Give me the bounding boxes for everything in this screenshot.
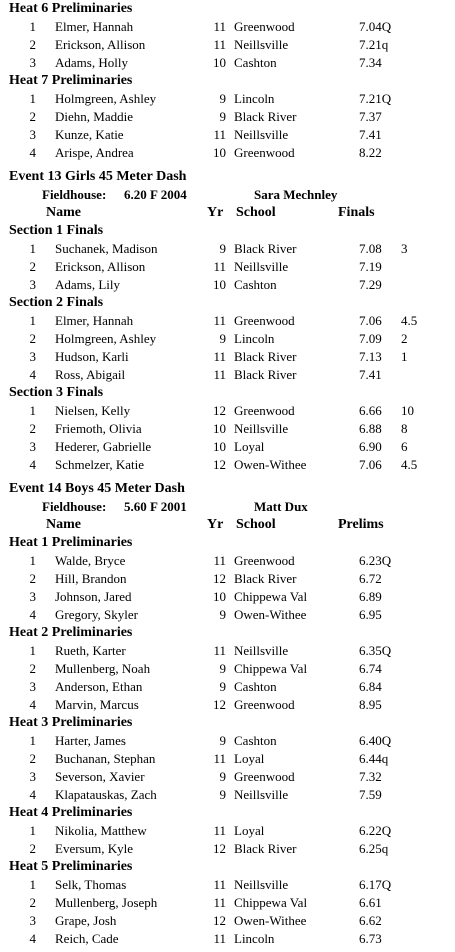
mark: 6.17Q [359, 877, 392, 892]
points: 8 [401, 421, 408, 436]
place: 2 [29, 661, 36, 676]
points: 3 [401, 241, 408, 256]
year: 11 [213, 823, 226, 838]
result-row [0, 822, 455, 840]
result-row [0, 438, 455, 456]
mark: 6.84 [359, 679, 382, 694]
school: Black River [234, 367, 297, 382]
school: Owen-Withee [234, 457, 307, 472]
year: 11 [213, 349, 226, 364]
school: Greenwood [234, 697, 295, 712]
athlete-name: Rueth, Karter [55, 643, 126, 658]
mark: 6.35Q [359, 643, 392, 658]
mark: 7.21Q [359, 91, 392, 106]
athlete-name: Reich, Cade [55, 931, 119, 946]
result-row [0, 660, 455, 678]
result-row [0, 894, 455, 912]
year: 10 [213, 55, 226, 70]
record-line [0, 498, 455, 516]
result-row [0, 90, 455, 108]
athlete-name: Elmer, Hannah [55, 19, 134, 34]
year: 9 [219, 241, 226, 256]
mark: 6.73 [359, 931, 382, 946]
athlete-name: Erickson, Allison [55, 259, 146, 274]
year: 10 [213, 145, 226, 160]
mark: 7.06 [359, 313, 382, 328]
record-holder: Matt Dux [254, 499, 308, 514]
athlete-name: Gregory, Skyler [55, 607, 138, 622]
mark: 6.40Q [359, 733, 392, 748]
school: Neillsville [234, 877, 289, 892]
athlete-name: Holmgreen, Ashley [55, 331, 157, 346]
result-row [0, 36, 455, 54]
mark: 6.62 [359, 913, 382, 928]
year: 11 [213, 367, 226, 382]
place: 2 [29, 841, 36, 856]
mark: 6.22Q [359, 823, 392, 838]
place: 3 [29, 55, 36, 70]
place: 2 [29, 259, 36, 274]
mark: 7.04Q [359, 19, 392, 34]
result-row [0, 930, 455, 948]
mark: 8.22 [359, 145, 382, 160]
result-row [0, 366, 455, 384]
heat-title: Heat 1 Preliminaries [9, 535, 133, 550]
record-line [0, 186, 455, 204]
school: Cashton [234, 55, 277, 70]
points: 6 [401, 439, 408, 454]
school: Loyal [234, 823, 265, 838]
athlete-name: Mullenberg, Noah [55, 661, 151, 676]
athlete-name: Johnson, Jared [55, 589, 132, 604]
points: 1 [401, 349, 408, 364]
athlete-name: Arispe, Andrea [55, 145, 134, 160]
column-name: Name [46, 205, 81, 220]
athlete-name: Hederer, Gabrielle [55, 439, 152, 454]
place: 1 [29, 643, 36, 658]
school: Neillsville [234, 787, 289, 802]
mark: 7.37 [359, 109, 382, 124]
school: Black River [234, 241, 297, 256]
result-row [0, 570, 455, 588]
result-row [0, 18, 455, 36]
athlete-name: Hudson, Karli [55, 349, 129, 364]
school: Neillsville [234, 421, 289, 436]
record-label: Fieldhouse: [42, 187, 107, 202]
place: 2 [29, 37, 36, 52]
school: Greenwood [234, 403, 295, 418]
school: Cashton [234, 733, 277, 748]
place: 1 [29, 91, 36, 106]
column-yr: Yr [207, 205, 224, 220]
points: 2 [401, 331, 408, 346]
place: 3 [29, 679, 36, 694]
athlete-name: Nikolia, Matthew [55, 823, 147, 838]
points: 10 [401, 403, 414, 418]
result-row [0, 768, 455, 786]
year: 12 [213, 697, 226, 712]
result-row [0, 108, 455, 126]
place: 1 [29, 313, 36, 328]
mark: 7.34 [359, 55, 382, 70]
mark: 7.08 [359, 241, 382, 256]
year: 10 [213, 439, 226, 454]
column-header [0, 204, 455, 222]
mark: 6.44q [359, 751, 389, 766]
athlete-name: Holmgreen, Ashley [55, 91, 157, 106]
year: 9 [219, 91, 226, 106]
place: 4 [29, 367, 36, 382]
result-row [0, 276, 455, 294]
place: 1 [29, 19, 36, 34]
year: 9 [219, 109, 226, 124]
year: 11 [213, 127, 226, 142]
place: 3 [29, 349, 36, 364]
record-holder: Sara Mechnley [254, 187, 338, 202]
school: Greenwood [234, 19, 295, 34]
athlete-name: Buchanan, Stephan [55, 751, 156, 766]
heat-title: Section 2 Finals [9, 295, 104, 310]
mark: 7.09 [359, 331, 382, 346]
result-row [0, 750, 455, 768]
school: Lincoln [234, 91, 275, 106]
place: 1 [29, 877, 36, 892]
result-row [0, 696, 455, 714]
school: Chippewa Val [234, 895, 308, 910]
result-row [0, 126, 455, 144]
year: 11 [213, 37, 226, 52]
place: 4 [29, 457, 36, 472]
year: 12 [213, 403, 226, 418]
event-title: Event 14 Boys 45 Meter Dash [9, 481, 185, 496]
mark: 6.25q [359, 841, 389, 856]
school: Neillsville [234, 259, 289, 274]
result-row [0, 456, 455, 474]
athlete-name: Harter, James [55, 733, 126, 748]
place: 3 [29, 277, 36, 292]
athlete-name: Walde, Bryce [55, 553, 126, 568]
athlete-name: Adams, Holly [55, 55, 128, 70]
heat-title: Heat 6 Preliminaries [9, 1, 133, 16]
athlete-name: Selk, Thomas [55, 877, 127, 892]
athlete-name: Diehn, Maddie [55, 109, 133, 124]
year: 11 [213, 553, 226, 568]
column-name: Name [46, 517, 81, 532]
heat-title: Heat 4 Preliminaries [9, 805, 133, 820]
column-yr: Yr [207, 517, 224, 532]
school: Chippewa Val [234, 589, 308, 604]
mark: 6.72 [359, 571, 382, 586]
athlete-name: Kunze, Katie [55, 127, 124, 142]
athlete-name: Schmelzer, Katie [55, 457, 144, 472]
school: Lincoln [234, 331, 275, 346]
year: 11 [213, 895, 226, 910]
athlete-name: Elmer, Hannah [55, 313, 134, 328]
result-row [0, 876, 455, 894]
year: 12 [213, 841, 226, 856]
year: 9 [219, 787, 226, 802]
result-row [0, 420, 455, 438]
place: 1 [29, 823, 36, 838]
school: Greenwood [234, 313, 295, 328]
mark: 7.29 [359, 277, 382, 292]
year: 11 [213, 751, 226, 766]
year: 10 [213, 421, 226, 436]
mark: 7.06 [359, 457, 382, 472]
year: 10 [213, 589, 226, 604]
result-row [0, 678, 455, 696]
year: 11 [213, 19, 226, 34]
event-title: Event 13 Girls 45 Meter Dash [9, 169, 187, 184]
school: Greenwood [234, 553, 295, 568]
result-row [0, 402, 455, 420]
athlete-name: Suchanek, Madison [55, 241, 158, 256]
year: 11 [213, 931, 226, 946]
result-row [0, 606, 455, 624]
record-mark: 6.20 F 2004 [124, 187, 187, 202]
school: Black River [234, 109, 297, 124]
mark: 7.41 [359, 127, 382, 142]
place: 2 [29, 895, 36, 910]
result-row [0, 240, 455, 258]
record-mark: 5.60 F 2001 [124, 499, 187, 514]
mark: 6.95 [359, 607, 382, 622]
athlete-name: Adams, Lily [55, 277, 120, 292]
school: Loyal [234, 439, 265, 454]
place: 2 [29, 331, 36, 346]
place: 3 [29, 913, 36, 928]
school: Greenwood [234, 769, 295, 784]
athlete-name: Ross, Abigail [55, 367, 126, 382]
place: 4 [29, 697, 36, 712]
athlete-name: Hill, Brandon [55, 571, 127, 586]
points: 4.5 [401, 457, 418, 472]
mark: 7.41 [359, 367, 382, 382]
school: Black River [234, 571, 297, 586]
year: 11 [213, 643, 226, 658]
heat-title: Heat 3 Preliminaries [9, 715, 133, 730]
result-row [0, 840, 455, 858]
result-row [0, 642, 455, 660]
year: 9 [219, 679, 226, 694]
mark: 6.90 [359, 439, 382, 454]
result-row [0, 588, 455, 606]
year: 9 [219, 661, 226, 676]
year: 9 [219, 607, 226, 622]
column-result: Finals [338, 205, 375, 220]
athlete-name: Klapatauskas, Zach [55, 787, 157, 802]
result-row [0, 258, 455, 276]
school: Owen-Withee [234, 913, 307, 928]
year: 12 [213, 913, 226, 928]
athlete-name: Grape, Josh [55, 913, 117, 928]
place: 2 [29, 571, 36, 586]
year: 9 [219, 331, 226, 346]
athlete-name: Severson, Xavier [55, 769, 145, 784]
school: Lincoln [234, 931, 275, 946]
athlete-name: Anderson, Ethan [55, 679, 143, 694]
mark: 6.74 [359, 661, 382, 676]
result-row [0, 330, 455, 348]
year: 10 [213, 277, 226, 292]
year: 9 [219, 769, 226, 784]
school: Neillsville [234, 643, 289, 658]
school: Neillsville [234, 37, 289, 52]
mark: 6.61 [359, 895, 382, 910]
result-row [0, 312, 455, 330]
place: 4 [29, 145, 36, 160]
year: 9 [219, 733, 226, 748]
year: 11 [213, 877, 226, 892]
record-label: Fieldhouse: [42, 499, 107, 514]
result-row [0, 54, 455, 72]
heat-title: Heat 5 Preliminaries [9, 859, 133, 874]
school: Greenwood [234, 145, 295, 160]
mark: 8.95 [359, 697, 382, 712]
result-row [0, 732, 455, 750]
athlete-name: Nielsen, Kelly [55, 403, 131, 418]
heat-title: Section 3 Finals [9, 385, 104, 400]
school: Chippewa Val [234, 661, 308, 676]
school: Loyal [234, 751, 265, 766]
school: Black River [234, 841, 297, 856]
column-result: Prelims [338, 517, 384, 532]
school: Black River [234, 349, 297, 364]
place: 1 [29, 403, 36, 418]
place: 4 [29, 607, 36, 622]
mark: 7.13 [359, 349, 382, 364]
athlete-name: Mullenberg, Joseph [55, 895, 158, 910]
place: 1 [29, 241, 36, 256]
athlete-name: Erickson, Allison [55, 37, 146, 52]
mark: 7.19 [359, 259, 382, 274]
place: 2 [29, 109, 36, 124]
heat-title: Heat 2 Preliminaries [9, 625, 133, 640]
athlete-name: Friemoth, Olivia [55, 421, 142, 436]
heat-title: Heat 7 Preliminaries [9, 73, 133, 88]
place: 4 [29, 931, 36, 946]
mark: 6.66 [359, 403, 382, 418]
mark: 7.32 [359, 769, 382, 784]
mark: 7.59 [359, 787, 382, 802]
mark: 7.21q [359, 37, 389, 52]
athlete-name: Marvin, Marcus [55, 697, 139, 712]
result-row [0, 786, 455, 804]
year: 11 [213, 259, 226, 274]
athlete-name: Eversum, Kyle [55, 841, 133, 856]
place: 3 [29, 127, 36, 142]
column-header [0, 516, 455, 534]
mark: 6.23Q [359, 553, 392, 568]
year: 12 [213, 457, 226, 472]
year: 11 [213, 313, 226, 328]
result-row [0, 552, 455, 570]
school: Owen-Withee [234, 607, 307, 622]
place: 1 [29, 553, 36, 568]
result-row [0, 144, 455, 162]
place: 2 [29, 421, 36, 436]
school: Cashton [234, 277, 277, 292]
column-school: School [236, 205, 276, 220]
result-row [0, 348, 455, 366]
column-school: School [236, 517, 276, 532]
school: Cashton [234, 679, 277, 694]
place: 3 [29, 439, 36, 454]
year: 12 [213, 571, 226, 586]
place: 4 [29, 787, 36, 802]
heat-title: Section 1 Finals [9, 223, 104, 238]
place: 1 [29, 733, 36, 748]
school: Neillsville [234, 127, 289, 142]
mark: 6.88 [359, 421, 382, 436]
result-row [0, 912, 455, 930]
place: 2 [29, 751, 36, 766]
place: 3 [29, 589, 36, 604]
place: 3 [29, 769, 36, 784]
points: 4.5 [401, 313, 418, 328]
mark: 6.89 [359, 589, 382, 604]
